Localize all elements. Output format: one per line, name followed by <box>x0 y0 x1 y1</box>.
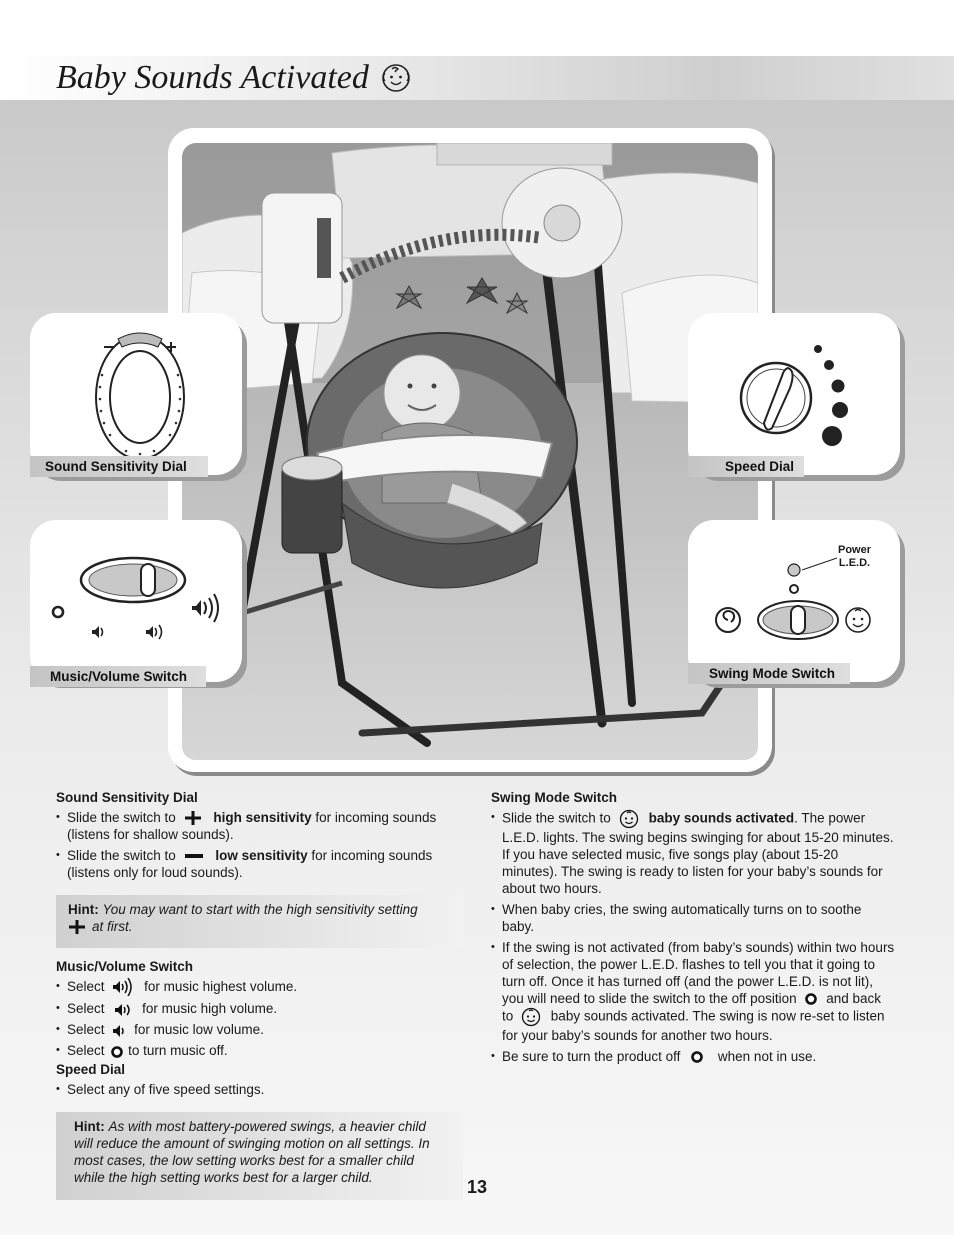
speed-dial-heading: Speed Dial <box>56 1062 126 1078</box>
sound-sensitivity-dial-icon <box>90 325 190 465</box>
baby-face-icon <box>521 1007 541 1027</box>
swing-photo <box>182 143 758 760</box>
plus-icon <box>68 920 86 934</box>
sound-sensitivity-heading: Sound Sensitivity Dial <box>56 790 198 805</box>
swing-mode-label: Swing Mode Switch <box>688 663 850 684</box>
page-title <box>56 56 411 100</box>
swirl-icon <box>716 608 740 632</box>
volume-bullet-off: • Select to turn music off. <box>56 1042 466 1059</box>
volume-bullet-high: • Select for music high volume. <box>56 1000 466 1017</box>
music-volume-label: Music/Volume Switch <box>30 666 206 687</box>
power-led-label: Power L.E.D. <box>838 544 872 569</box>
swing-bullet-1: • Slide the switch to baby sounds activated. The power L.E.D. lights. The swing begins swinging for about 15-20 minutes. If you have selected music, five songs play (about 15-20 minutes). The swing is ready to listen for your baby’s sounds for about two hours. <box>491 809 895 897</box>
speed-bullet: • Select any of five speed settings. <box>56 1081 466 1098</box>
sound-sensitivity-label: Sound Sensitivity Dial <box>30 456 208 477</box>
minus-icon <box>184 851 204 861</box>
hint-box-2: Hint: As with most battery-powered swings, a heavier child will reduce the amount of swinging motion on all settings. In most cases, the low setting works best for a smaller child while the high setting works best for a larger child. <box>56 1112 463 1200</box>
volume-high-icon <box>114 1003 132 1017</box>
swing-mode-switch-icon <box>710 550 880 650</box>
speed-dial-callout <box>688 313 900 475</box>
off-circle-icon <box>690 1050 704 1064</box>
sound-sensitivity-callout <box>30 313 242 475</box>
volume-low-icon <box>92 626 103 638</box>
sensitivity-bullet-high: • Slide the switch to high sensitivity for incoming sounds (listens for shallow sounds). <box>56 809 466 843</box>
baby-face-icon <box>619 809 639 829</box>
baby-face-icon <box>381 63 411 93</box>
speed-dial-label: Speed Dial <box>688 456 804 477</box>
speed-dial-icon <box>736 343 856 448</box>
off-circle-icon <box>110 1045 124 1059</box>
off-circle-icon <box>804 992 818 1006</box>
volume-highest-icon <box>192 594 218 622</box>
volume-bullet-low: • Select for music low volume. <box>56 1021 466 1038</box>
baby-swing-illustration <box>182 143 758 760</box>
right-column <box>491 789 895 1069</box>
page-number: 13 <box>467 1177 488 1197</box>
music-volume-switch-icon <box>48 556 228 656</box>
swing-bullet-2: • When baby cries, the swing automatically turns on to soothe baby. <box>491 901 895 935</box>
swing-mode-heading: Swing Mode Switch <box>491 790 618 805</box>
swing-bullet-4: • Be sure to turn the product off when not in use. <box>491 1048 895 1065</box>
volume-high-icon <box>146 625 162 639</box>
music-volume-callout <box>30 520 242 682</box>
plus-icon <box>184 811 202 825</box>
music-volume-heading: Music/Volume Switch <box>56 959 194 974</box>
swing-mode-callout <box>688 520 900 682</box>
hint-box-1: Hint: You may want to start with the high sensitivity setting at first. <box>56 895 463 948</box>
volume-low-icon <box>112 1024 126 1038</box>
volume-bullet-highest: • Select for music highest volume. <box>56 978 466 996</box>
left-column <box>56 789 466 1200</box>
swing-bullet-3: • If the swing is not activated (from baby’s sounds) within two hours of selection, the power L.E.D. flashes to tell you that it going to turn off. Once it has turned off (and the power L.E.D. is not lit), you will need to slide the switch to the off position and back to baby sounds activated. The swing is now re-set to listen for your baby’s sounds for another two hours. <box>491 939 895 1044</box>
baby-face-icon <box>846 608 870 632</box>
page-title-text: Baby Sounds Activated <box>56 59 369 96</box>
volume-highest-icon <box>112 978 134 996</box>
sensitivity-bullet-low: • Slide the switch to low sensitivity for incoming sounds (listens only for loud sounds). <box>56 847 466 881</box>
